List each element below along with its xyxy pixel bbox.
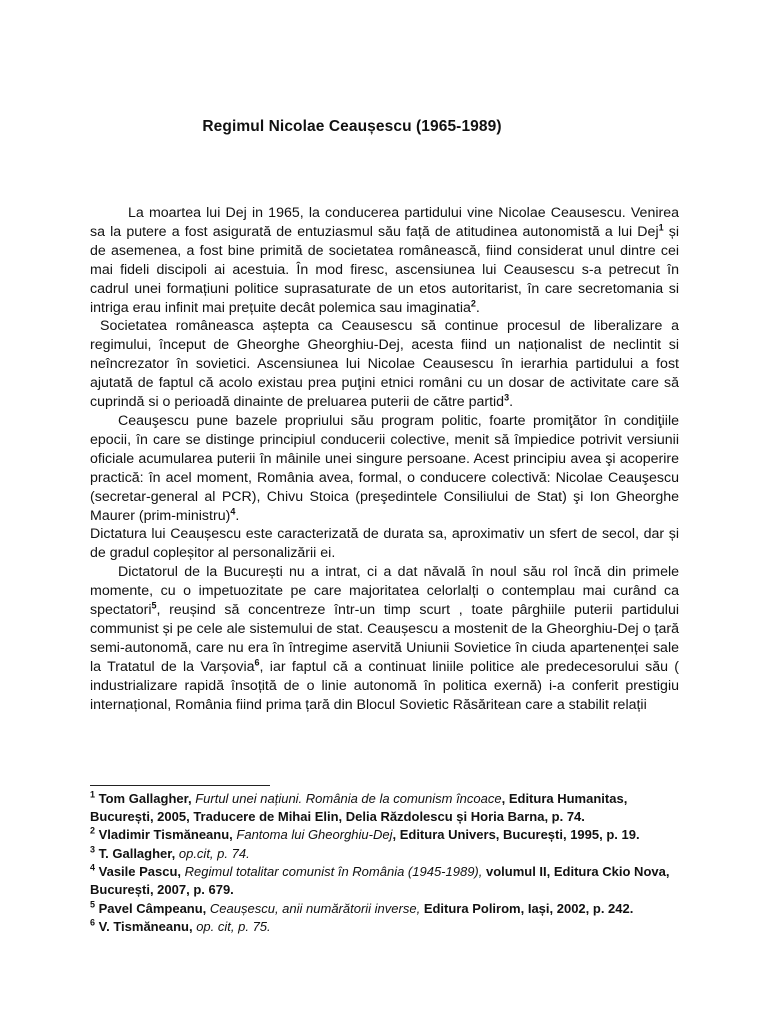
footnote-separator — [90, 785, 270, 786]
footnote-author: Pavel Câmpeanu, — [98, 900, 207, 916]
footnote-number: 6 — [90, 917, 96, 928]
paragraph-text: , iar faptul că a continuat liniile politice ale predecesorului său ( industrializare rapidă însoțită de o linie autonomă în politica exernă) i-a conferit prestigiu internațional, România fiind prima țară din Blocul Sovietic Răsăritean care a stabilit relații — [90, 658, 680, 713]
paragraph-text: Dictatura lui Ceaușescu este caracterizată de durata sa, aproximativ un sfert de secol, dar și de gradul copleșitor al personalizării ei. — [90, 526, 679, 562]
footnote-author: Tom Gallagher, — [98, 791, 192, 806]
footnote-4 — [90, 863, 679, 898]
footnote-publication: , Editura Humanitas, București, 2005, Traducere de Mihai Elin, Delia Răzdolescu și Horia Barna, p. 74. — [90, 791, 628, 824]
paragraph-text: Societatea româneasca aștepta ca Ceausescu să continue procesul de liberalizare a regimului, început de Gheorghe Gheorghiu-Dej, acesta fiind un naționalist de neclintit si neîncrezator în sovietici. Ascensiunea lui Nicolae Ceausescu în ierarhia partidului a fost ajutată de faptul că acolo existau prea puţini etnici români cu un dosar de activitate care să cuprindă si o perioadă dinainte de preluarea puterii de către partid — [90, 318, 679, 411]
footnote-work: op. cit, p. 75. — [196, 919, 271, 935]
footnote-publication: , Editura Univers, București, 1995, p. 19. — [392, 827, 640, 843]
footnote-work: Furtul unei națiuni. România de la comunism încoace — [195, 791, 502, 806]
footnote-author: V. Tismăneanu, — [98, 919, 193, 935]
footnote-reference[interactable]: 6 — [254, 657, 260, 668]
footnote-5 — [90, 900, 679, 918]
footnote-work: op.cit, p. 74. — [178, 845, 250, 861]
paragraph-3 — [90, 412, 679, 525]
footnote-number: 5 — [90, 899, 96, 910]
footnote-author: T. Gallagher, — [98, 845, 176, 861]
footnote-reference[interactable]: 2 — [470, 297, 476, 308]
footnote-work: Fantoma lui Gheorghiu-Dej — [236, 827, 393, 843]
paragraph-text: . — [509, 394, 514, 411]
paragraph-text: . — [235, 507, 240, 524]
footnote-number: 1 — [90, 789, 96, 800]
footnote-publication: Editura Polirom, Iași, 2002, p. 242. — [420, 900, 634, 916]
footnote-2 — [90, 826, 679, 844]
footnote-6 — [90, 918, 679, 936]
paragraph-text: , reușind să concentreze într-un timp scurt , toate pârghiile puterii partidului communist și pe cele ale sistemului de stat. Ceaușescu a mostenit de la Gheorghiu-Dej o țară semi-autonomă, care nu era în întregime aservită Uniunii Sovietice în ciuda apartenenței sale la Tratatul de la Varșovia — [90, 602, 679, 675]
footnote-3 — [90, 845, 679, 863]
footnote-number: 3 — [90, 844, 96, 855]
footnote-author: Vladimir Tismăneanu, — [98, 827, 233, 843]
paragraph-text: și de asemenea, a fost bine primită de societatea românească, fiind considerat unul dintre cei mai fideli discipoli ai acestuia. În mod firesc, ascensiunea lui Ceausescu s-a petrecut în cadrul unei formațiuni politice suprasaturate de un etos autoritarist, în care secretomania si intriga erau infinit mai prețuite decât polemica sau imaginatia — [90, 223, 680, 316]
paragraph-text: . — [475, 299, 480, 316]
footnote-reference[interactable]: 3 — [504, 392, 510, 403]
page-title: Regimul Nicolae Ceaușescu (1965-1989) — [202, 118, 502, 135]
footnote-reference[interactable]: 4 — [230, 505, 236, 516]
footnote-author: Vasile Pascu, — [98, 864, 182, 880]
paragraph-1 — [90, 204, 679, 317]
footnote-work: Ceaușescu, anii numărătorii inverse, — [209, 900, 421, 916]
paragraph-4 — [90, 525, 679, 563]
footnotes — [90, 790, 679, 937]
paragraph-text: Ceauşescu pune bazele propriului său program politic, foarte promiţător în condiţiile epocii, în care se distinge principiul conducerii colective, menit să împiedice potrivit versiunii oficiale acumularea puterii în mâinile unei singure persoane. Acest principiu avea şi acoperire practică: în acel moment, România avea, formal, o conducere colectivă: Nicolae Ceauşescu (secretar-general al PCR), Chivu Stoica (preşedintele Consiliului de Stat) şi Ion Gheorghe Maurer (prim-ministru) — [90, 412, 679, 524]
footnote-number: 2 — [90, 825, 96, 836]
footnote-number: 4 — [90, 863, 96, 874]
footnote-reference[interactable]: 5 — [151, 600, 157, 611]
footnote-reference[interactable]: 1 — [658, 222, 664, 233]
document-body — [90, 204, 679, 714]
footnote-publication: volumul II, Editura Ckio Nova, București, 2007, p. 679. — [90, 864, 670, 897]
paragraph-5 — [90, 563, 679, 714]
paragraph-text: La moartea lui Dej in 1965, la conducerea partidului vine Nicolae Ceausescu. Venirea sa la putere a fost asigurată de entuziasmul său față de atitudinea autonomistă a lui Dej — [90, 205, 679, 240]
footnote-work: Regimul totalitar comunist în România (1945-1989), — [184, 864, 483, 880]
paragraph-2 — [90, 317, 679, 412]
footnote-1 — [90, 790, 679, 825]
paragraph-text: Dictatorul de la București nu a intrat, ci a dat năvală în noul său rol încă din primele momente, cu o impetuozitate pe care majoritatea celorlalți o contemplau mai curând ca spectatori — [90, 564, 679, 619]
